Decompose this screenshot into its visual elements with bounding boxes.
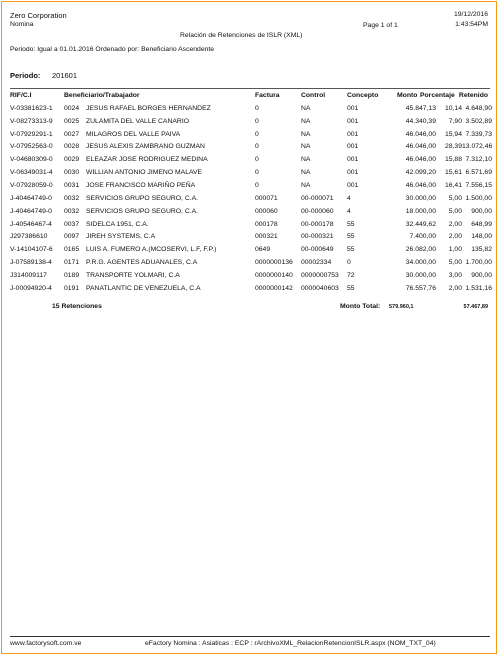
cell-control: NA [301, 181, 311, 189]
cell-code: 0165 [64, 246, 80, 254]
cell-porcentaje: 15,88 [444, 156, 462, 164]
cell-retenido: 135,82 [471, 246, 492, 254]
period-value: 201601 [52, 71, 78, 80]
cell-name: JIREH SYSTEMS, C.A [86, 233, 156, 241]
table-row [10, 115, 492, 128]
cell-retenido: 148,00 [471, 233, 492, 241]
cell-name: MILAGROS DEL VALLE PAIVA [86, 130, 181, 138]
table-row [10, 230, 492, 243]
cell-monto: 46.046,00 [405, 143, 436, 151]
cell-factura: 0000000140 [255, 271, 293, 279]
footer-report-path: eFactory Nomina : Asiaticas : ECP : rArchivoXML_RelacionRetencionISLR.aspx (NOM_TXT_04) [145, 640, 436, 647]
cell-concepto: 4 [347, 194, 351, 202]
cell-code: 0097 [64, 233, 80, 241]
cell-name: SIDELCA 1951, C.A. [86, 220, 149, 228]
cell-concepto: 001 [347, 104, 359, 112]
table-row [10, 218, 492, 231]
cell-code: 0037 [64, 220, 80, 228]
cell-monto: 42.099,20 [405, 169, 436, 177]
cell-retenido: 1.700,00 [465, 259, 492, 267]
header-rule [10, 88, 490, 89]
cell-porcentaje: 10,14 [444, 104, 462, 112]
cell-factura: 0 [255, 143, 259, 151]
cell-rif: V-04680309-0 [10, 156, 53, 164]
cell-code: 0191 [64, 284, 80, 292]
period-label: Periodo: [10, 71, 41, 80]
cell-retenido: 7.312,10 [465, 156, 492, 164]
cell-rif: V-07929291-1 [10, 130, 53, 138]
table-row [10, 128, 492, 141]
cell-rif: V-06349031-4 [10, 169, 53, 177]
cell-code: 0030 [64, 169, 80, 177]
cell-control: NA [301, 117, 311, 125]
page-indicator: Page 1 of 1 [363, 22, 398, 29]
cell-concepto: 55 [347, 246, 355, 254]
cell-factura: 000060 [255, 207, 278, 215]
cell-name: JOSE FRANCISCO MARIÑO PEÑA [86, 181, 196, 189]
cell-factura: 000071 [255, 194, 278, 202]
cell-code: 0024 [64, 104, 80, 112]
table-row [10, 192, 492, 205]
cell-concepto: 55 [347, 220, 355, 228]
cell-monto: 32.449,62 [405, 220, 436, 228]
cell-porcentaje: 5,00 [448, 259, 462, 267]
cell-name: ELEAZAR JOSE RODRIGUEZ MEDINA [86, 156, 208, 164]
cell-concepto: 001 [347, 156, 359, 164]
cell-rif: J-40464749-0 [10, 207, 52, 215]
cell-factura: 0 [255, 104, 259, 112]
cell-retenido: 900,00 [471, 207, 492, 215]
cell-name: SERVICIOS GRUPO SEGURO, C.A. [86, 207, 199, 215]
cell-retenido: 1.500,00 [465, 194, 492, 202]
report-time: 1:43:54PM [455, 21, 488, 28]
cell-factura: 0 [255, 169, 259, 177]
cell-concepto: 55 [347, 233, 355, 241]
table-row [10, 269, 492, 282]
cell-code: 0032 [64, 194, 80, 202]
cell-name: JESUS RAFAEL BORGES HERNANDEZ [86, 104, 211, 112]
cell-porcentaje: 5,00 [448, 194, 462, 202]
retentions-table [10, 102, 492, 295]
cell-retenido: 900,00 [471, 271, 492, 279]
cell-name: ZULAMITA DEL VALLE CANARIO [86, 117, 189, 125]
cell-control: 00-000071 [301, 194, 334, 202]
cell-factura: 0649 [255, 246, 271, 254]
company-name: Zero Corporation [10, 11, 67, 20]
cell-retenido: 6.571,69 [465, 169, 492, 177]
table-row [10, 282, 492, 295]
cell-code: 0032 [64, 207, 80, 215]
cell-code: 0025 [64, 117, 80, 125]
cell-name: JESUS ALEXIS ZAMBRANO GUZMAN [86, 143, 205, 151]
cell-code: 0031 [64, 181, 80, 189]
cell-control: NA [301, 143, 311, 151]
cell-name: TRANSPORTE YOLMARI, C.A [86, 271, 180, 279]
cell-porcentaje: 3,00 [448, 271, 462, 279]
cell-control: NA [301, 169, 311, 177]
footer-website: www.factorysoft.com.ve [10, 640, 82, 647]
col-header-control: Control [301, 92, 326, 99]
monto-total-value: 579.960,1 [389, 304, 414, 310]
filter-description: Periodo: Igual a 01.01.2016 Ordenado por: Beneficiario Ascendente [10, 46, 215, 53]
cell-control: 0000040603 [301, 284, 339, 292]
cell-name: SERVICIOS GRUPO SEGURO, C.A. [86, 194, 199, 202]
table-row [10, 205, 492, 218]
cell-porcentaje: 7,90 [448, 117, 462, 125]
table-row [10, 179, 492, 192]
cell-monto: 46.046,00 [405, 130, 436, 138]
cell-porcentaje: 15,61 [444, 169, 462, 177]
report-date: 19/12/2016 [453, 11, 488, 18]
col-header-porcentaje: Porcentaje [420, 92, 455, 99]
cell-monto: 7.400,00 [409, 233, 436, 241]
cell-rif: V-08273313-9 [10, 117, 53, 125]
cell-porcentaje: 15,94 [444, 130, 462, 138]
cell-concepto: 72 [347, 271, 355, 279]
cell-factura: 0 [255, 181, 259, 189]
cell-factura: 0 [255, 130, 259, 138]
table-row [10, 256, 492, 269]
cell-control: 00-000321 [301, 233, 334, 241]
monto-total-label: Monto Total: [340, 303, 381, 310]
cell-retenido: 648,99 [471, 220, 492, 228]
table-row [10, 243, 492, 256]
company-subtitle: Nomina [10, 21, 34, 28]
table-row [10, 153, 492, 166]
cell-control: 00002334 [301, 259, 332, 267]
cell-monto: 44.340,39 [405, 117, 436, 125]
col-header-monto: Monto [397, 92, 418, 99]
cell-concepto: 001 [347, 130, 359, 138]
cell-rif: J-40464749-0 [10, 194, 52, 202]
cell-concepto: 001 [347, 181, 359, 189]
cell-retenido: 7.339,73 [465, 130, 492, 138]
cell-control: NA [301, 130, 311, 138]
cell-rif: V-07952563-0 [10, 143, 53, 151]
cell-name: P.R.G. AGENTES ADUANALES, C.A [86, 259, 198, 267]
cell-monto: 46.046,00 [405, 181, 436, 189]
cell-factura: 0000000142 [255, 284, 293, 292]
cell-code: 0029 [64, 156, 80, 164]
retention-count: 15 Retenciones [52, 303, 102, 310]
cell-retenido: 3.502,89 [465, 117, 492, 125]
cell-rif: J-07589138-4 [10, 259, 52, 267]
cell-porcentaje: 28,39 [444, 143, 462, 151]
cell-name: LUIS A. FUMERO A.(MCOSERVI, L.F, F.P.) [86, 246, 217, 254]
cell-rif: J314009117 [10, 271, 47, 279]
cell-factura: 0 [255, 156, 259, 164]
col-header-rif: RIF/C.I [10, 92, 32, 99]
cell-porcentaje: 1,00 [448, 246, 462, 254]
cell-porcentaje: 2,00 [448, 233, 462, 241]
cell-factura: 0 [255, 117, 259, 125]
cell-monto: 34.000,00 [405, 259, 436, 267]
cell-control: NA [301, 156, 311, 164]
cell-factura: 0000000136 [255, 259, 293, 267]
cell-concepto: 0 [347, 259, 351, 267]
cell-concepto: 001 [347, 143, 359, 151]
cell-retenido: 4.648,90 [465, 104, 492, 112]
cell-control: 00-000649 [301, 246, 334, 254]
table-row [10, 141, 492, 154]
table-row [10, 166, 492, 179]
cell-monto: 45.847,13 [405, 104, 436, 112]
cell-porcentaje: 2,00 [448, 220, 462, 228]
cell-porcentaje: 2,00 [448, 284, 462, 292]
cell-control: 00-000060 [301, 207, 334, 215]
col-header-concepto: Concepto [347, 92, 379, 99]
retenido-total-value: 57.467,89 [463, 304, 488, 310]
cell-concepto: 001 [347, 117, 359, 125]
cell-factura: 000178 [255, 220, 278, 228]
cell-name: WILLIAN ANTONIO JIMENO MALAVE [86, 169, 203, 177]
cell-monto: 18.000,00 [405, 207, 436, 215]
cell-name: PANATLANTIC DE VENEZUELA, C.A [86, 284, 201, 292]
cell-control: 00-000178 [301, 220, 334, 228]
cell-rif: J297386610 [10, 233, 48, 241]
cell-monto: 30.000,00 [405, 271, 436, 279]
cell-rif: V-14104107-6 [10, 246, 53, 254]
cell-concepto: 55 [347, 284, 355, 292]
cell-retenido: 7.556,15 [465, 181, 492, 189]
col-header-beneficiario: Beneficiario/Trabajador [64, 92, 140, 99]
table-row [10, 102, 492, 115]
report-title: Relación de Retenciones de ISLR (XML) [180, 32, 303, 39]
cell-monto: 46.046,00 [405, 156, 436, 164]
cell-porcentaje: 5,00 [448, 207, 462, 215]
cell-rif: V-03381623-1 [10, 104, 53, 112]
cell-rif: J-40546467-4 [10, 220, 52, 228]
cell-control: 0000000753 [301, 271, 339, 279]
cell-code: 0189 [64, 271, 80, 279]
cell-concepto: 4 [347, 207, 351, 215]
cell-rif: J-00094920-4 [10, 284, 52, 292]
cell-factura: 000321 [255, 233, 278, 241]
cell-rif: V-07928059-0 [10, 181, 53, 189]
cell-retenido: 13.072,46 [462, 143, 492, 151]
cell-porcentaje: 16,41 [444, 181, 462, 189]
col-header-retenido: Retenido [458, 92, 488, 99]
cell-code: 0171 [64, 259, 80, 267]
cell-concepto: 001 [347, 169, 359, 177]
cell-code: 0027 [64, 130, 80, 138]
col-header-factura: Factura [255, 92, 280, 99]
cell-monto: 26.082,00 [405, 246, 436, 254]
cell-monto: 76.557,76 [405, 284, 436, 292]
cell-retenido: 1.531,16 [465, 284, 492, 292]
cell-control: NA [301, 104, 311, 112]
cell-code: 0028 [64, 143, 80, 151]
footer-rule [10, 636, 490, 637]
cell-monto: 30.000,00 [405, 194, 436, 202]
